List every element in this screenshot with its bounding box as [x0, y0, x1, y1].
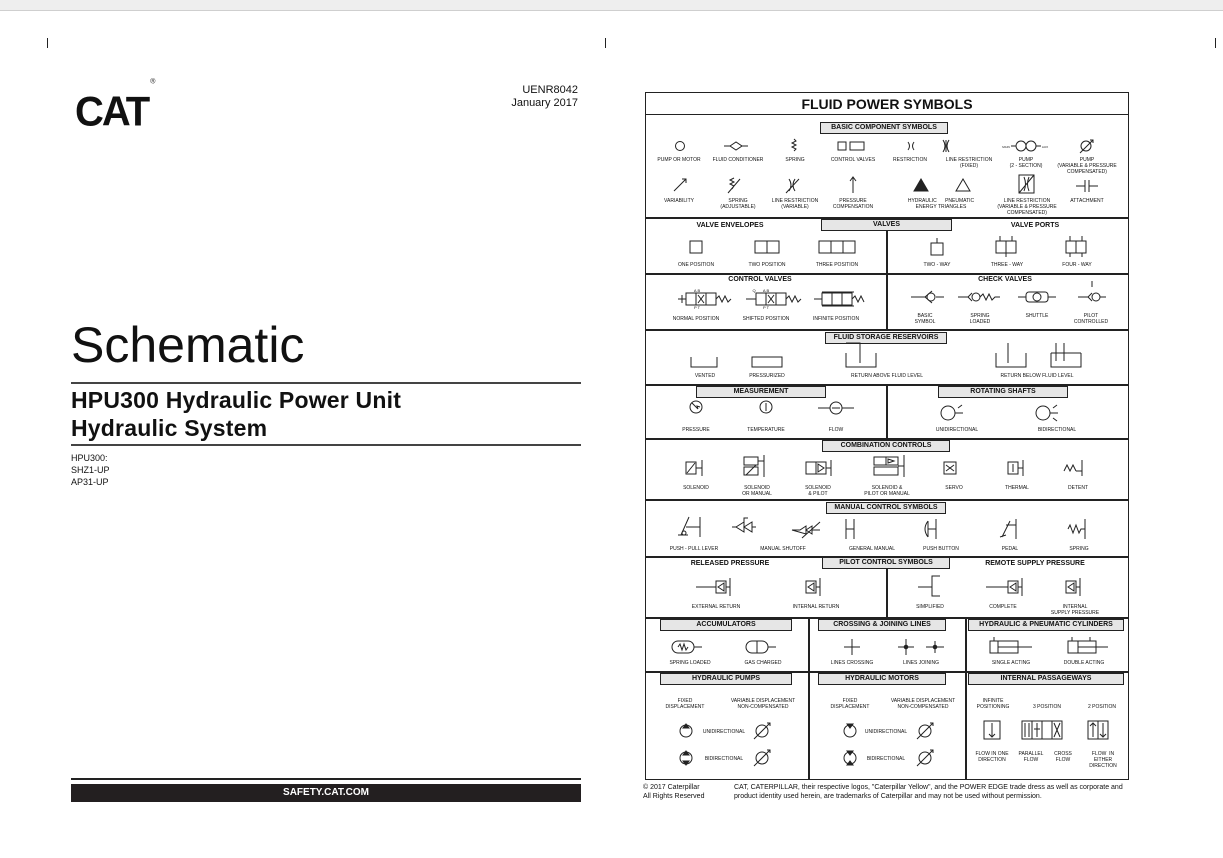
caption: RESTRICTION [893, 157, 927, 163]
pneumatic-triangle-icon [956, 179, 970, 191]
caption: SHIFTED POSITION [742, 316, 790, 322]
caption: VARIABLE DISPLACEMENT NON-COMPENSATED [730, 698, 796, 710]
caption: LINE RESTRICTION (VARIABLE & PRESSURE COMPENSATED) [997, 198, 1057, 216]
sheet-title: FLUID POWER SYMBOLS [646, 93, 1128, 115]
title-line-2: Hydraulic System [71, 415, 268, 441]
caption: LINES JOINING [902, 660, 940, 666]
caption: 3 POSITION [1032, 704, 1062, 710]
pressure-gauge-icon [690, 401, 702, 413]
cat-logo: CAT® [75, 78, 156, 136]
caption: PUSH BUTTON [923, 546, 959, 552]
caption: FLOW IN EITHER DIRECTION [1089, 751, 1117, 769]
caption: FIXED DISPLACEMENT [665, 698, 705, 710]
thermal-icon [1008, 460, 1023, 476]
caption: DETENT [1068, 485, 1088, 491]
accumulator-spring-icon [672, 641, 702, 653]
divider [71, 778, 581, 780]
restriction-icon [908, 142, 914, 150]
caption: SIMPLIFIED [916, 604, 944, 610]
pilot-simplified-icon [918, 576, 940, 596]
manual-shutoff-icon [732, 518, 756, 532]
passage-cross-icon [1052, 721, 1062, 739]
document-number: UENR8042 [522, 84, 578, 96]
solenoid-icon [686, 460, 702, 476]
line-restriction-variable-icon [786, 179, 799, 193]
caption: BIDIRECTIONAL [704, 756, 744, 762]
check-valve-basic-icon [911, 291, 944, 303]
reservoir-return-above-icon [846, 343, 876, 367]
shaft-unidirectional-icon [941, 405, 963, 420]
caption: 2 POSITION [1087, 704, 1117, 710]
caption: PUMP (VARIABLE & PRESSURE COMPENSATED) [1057, 157, 1117, 175]
caption: PUSH - PULL LEVER [669, 546, 719, 552]
caption: PEDAL [1001, 546, 1019, 552]
model-line: HPU300: [71, 453, 108, 463]
reservoir-vented-icon [691, 357, 717, 367]
header-motors: HYDRAULIC MOTORS [818, 673, 946, 685]
four-way-port-icon [1066, 241, 1076, 253]
pilot-complete-icon [986, 578, 1022, 596]
caption: INFINITE POSITIONING [976, 698, 1010, 710]
header-valves: VALVES [821, 219, 952, 231]
pump-section-label: MAIN [1002, 145, 1010, 149]
one-position-icon [690, 241, 702, 253]
caption: VENTED [694, 373, 716, 379]
check-valve-spring-icon [958, 293, 1000, 301]
header-measurement: MEASUREMENT [696, 386, 826, 398]
caption: TWO - WAY [923, 262, 951, 268]
document-info [440, 84, 578, 110]
reservoir-return-below-icon [996, 343, 1026, 367]
caption: PUMP OR MOTOR [657, 157, 701, 163]
caption: ONE POSITION [677, 262, 715, 268]
attachment-icon [1076, 180, 1098, 192]
external-return-icon [696, 578, 730, 596]
header-crossing: CROSSING & JOINING LINES [818, 619, 946, 631]
header-valve-envelopes: VALVE ENVELOPES [696, 222, 764, 229]
shaft-bidirectional-icon [1036, 405, 1058, 421]
caption: SOLENOID OR MANUAL [742, 485, 772, 497]
caption: LINES CROSSING [830, 660, 874, 666]
crop-mark [1215, 38, 1216, 48]
header-manual: MANUAL CONTROL SYMBOLS [826, 502, 946, 514]
check-valve-pilot-icon [1078, 281, 1106, 301]
caption: INFINITE POSITION [812, 316, 860, 322]
pump-motor-icon [676, 142, 685, 151]
caption: INTERNAL RETURN [792, 604, 840, 610]
header-remote: REMOTE SUPPLY PRESSURE [985, 560, 1085, 567]
caption: SOLENOID & PILOT OR MANUAL [864, 485, 910, 497]
document-date: January 2017 [511, 97, 578, 109]
model-list [71, 452, 110, 488]
caption: COMPLETE [989, 604, 1017, 610]
port-label: Q [752, 288, 756, 293]
caption: SPRING LOADED [669, 660, 711, 666]
caption: SHUTTLE [1025, 313, 1049, 319]
crop-mark [605, 38, 606, 48]
port-label: A B [762, 288, 770, 293]
caption: THREE POSITION [815, 262, 859, 268]
pump-section-label: AUX [1041, 145, 1049, 149]
header-valve-ports: VALVE PORTS [1010, 222, 1060, 229]
temperature-gauge-icon [760, 401, 772, 413]
header-basic: BASIC COMPONENT SYMBOLS [820, 122, 948, 134]
caption: UNIDIRECTIONAL [935, 427, 979, 433]
needle-valve-icon [792, 522, 820, 538]
pump-fixed-bi-icon [680, 751, 692, 765]
header-pumps: HYDRAULIC PUMPS [660, 673, 792, 685]
caption: CROSS FLOW [1054, 751, 1072, 763]
caption: PILOT CONTROLLED [1073, 313, 1109, 325]
cylinder-double-icon [1068, 637, 1108, 653]
caption: ATTACHMENT [1070, 198, 1104, 204]
caption: SOLENOID [683, 485, 709, 491]
solenoid-pilot-manual-icon [874, 455, 904, 477]
caption: BIDIRECTIONAL [866, 756, 906, 762]
port-label: P T [693, 305, 701, 310]
caption: FLOW [828, 427, 844, 433]
internal-return-icon [806, 578, 820, 596]
port-label: A B [693, 288, 701, 293]
caption: SPRING (ADJUSTABLE) [720, 198, 756, 210]
spring-adjustable-icon [728, 178, 740, 193]
caption: SPRING [1069, 546, 1089, 552]
copyright: © 2017 Caterpillar All Rights Reserved [643, 784, 705, 800]
accumulator-gas-icon [746, 641, 776, 653]
caption: THREE - WAY [990, 262, 1024, 268]
crop-mark [47, 38, 48, 48]
caption: SPRING [785, 157, 805, 163]
header-passageways: INTERNAL PASSAGEWAYS [968, 673, 1124, 685]
header-control-valves: CONTROL VALVES [728, 276, 792, 283]
viewer-toolbar [0, 0, 1223, 11]
header-check-valves: CHECK VALVES [978, 276, 1032, 283]
header-rotating: ROTATING SHAFTS [938, 386, 1068, 398]
caption: NORMAL POSITION [672, 316, 720, 322]
document-title [71, 386, 401, 442]
port-label: P T [762, 305, 770, 310]
trademark-notice: CAT, CATERPILLAR, their respective logos, "Caterpillar Yellow", and the POWER EDGE trade dress as well as corporate and product identity used herein, are trademarks of Caterpillar and may not be used without permission. [734, 784, 1123, 800]
passage-either-direction-icon [1088, 721, 1108, 739]
reservoir-pressurized-icon [752, 357, 782, 367]
general-manual-icon [846, 519, 854, 539]
three-way-port-icon [996, 241, 1006, 253]
caption: TEMPERATURE [747, 427, 785, 433]
caption: PUMP (2 - SECTION) [1009, 157, 1043, 169]
internal-supply-icon [1066, 578, 1080, 596]
pump-2section-icon [1016, 141, 1026, 151]
lines-crossing-icon [844, 639, 860, 655]
caption: MANUAL SHUTOFF [760, 546, 806, 552]
caption: BASIC SYMBOL [914, 313, 936, 325]
shuttle-valve-icon [1018, 292, 1056, 302]
caption: LINE RESTRICTION (FIXED) [945, 157, 993, 169]
header-cylinders: HYDRAULIC & PNEUMATIC CYLINDERS [968, 619, 1124, 631]
control-valve-normal-icon [678, 293, 731, 305]
safety-footer: SAFETY.CAT.COM [71, 784, 581, 802]
caption: PARALLEL FLOW [1018, 751, 1044, 763]
caption: SPRING LOADED [969, 313, 991, 325]
three-position-icon [819, 241, 831, 253]
divider [71, 444, 581, 446]
caption: PRESSURE [682, 427, 710, 433]
fluid-conditioner-icon [724, 142, 748, 150]
caption: BIDIRECTIONAL [1037, 427, 1077, 433]
passage-one-direction-icon [984, 721, 1000, 739]
caption: GENERAL MANUAL [849, 546, 895, 552]
solenoid-pilot-icon [806, 460, 831, 476]
caption: FLUID CONDITIONER [712, 157, 764, 163]
two-way-port-icon [931, 243, 943, 255]
caption: RETURN ABOVE FLUID LEVEL [851, 373, 923, 379]
caption: FIXED DISPLACEMENT [830, 698, 870, 710]
spring-icon [792, 139, 796, 151]
title-line-1: HPU300 Hydraulic Power Unit [71, 387, 402, 413]
caption: FOUR - WAY [1062, 262, 1092, 268]
divider [71, 382, 581, 384]
caption: LINE RESTRICTION (VARIABLE) [771, 198, 819, 210]
pump-var-uni-icon [754, 723, 770, 739]
caption: PRESSURIZED [749, 373, 785, 379]
pressure-compensation-icon [850, 177, 856, 193]
caption: SERVO [945, 485, 963, 491]
caption: SOLENOID & PILOT [805, 485, 831, 497]
caption: TWO POSITION [748, 262, 786, 268]
control-valve-shifted-icon [746, 293, 801, 305]
push-button-icon [925, 519, 936, 539]
detent-icon [1064, 460, 1082, 476]
caption: GAS CHARGED [744, 660, 782, 666]
push-pull-lever-icon [678, 517, 700, 537]
caption: VARIABILITY [664, 198, 694, 204]
two-position-icon [755, 241, 767, 253]
motor-fixed-uni-icon [844, 724, 856, 737]
caption: CONTROL VALVES [830, 157, 876, 163]
caption: DOUBLE ACTING [1063, 660, 1105, 666]
header-accumulators: ACCUMULATORS [660, 619, 792, 631]
caption: UNIDIRECTIONAL [864, 729, 908, 735]
control-valve-infinite-icon [814, 292, 864, 306]
caption: RETURN BELOW FLUID LEVEL [1000, 373, 1074, 379]
caption: VARIABLE DISPLACEMENT NON-COMPENSATED [890, 698, 956, 710]
caption: EXTERNAL RETURN [691, 604, 741, 610]
control-valve-icon [838, 142, 846, 150]
model-line: AP31-UP [71, 477, 109, 487]
model-line: SHZ1-UP [71, 465, 110, 475]
flow-meter-icon [818, 402, 854, 414]
solenoid-or-manual-icon [744, 455, 764, 477]
pedal-icon [1000, 519, 1016, 539]
header-reservoirs: FLUID STORAGE RESERVOIRS [825, 332, 947, 344]
caption: PRESSURE COMPENSATION [832, 198, 874, 210]
caption: SINGLE ACTING [991, 660, 1031, 666]
hydraulic-triangle-icon [914, 179, 928, 191]
document-type: Schematic [71, 317, 305, 373]
spring-control-icon [1068, 519, 1085, 539]
header-released: RELEASED PRESSURE [690, 560, 770, 567]
motor-var-bi-icon [917, 750, 933, 766]
caption: INTERNAL SUPPLY PRESSURE [1050, 604, 1100, 616]
cylinder-single-icon [990, 637, 1032, 653]
motor-fixed-bi-icon [844, 751, 856, 765]
header-pilot: PILOT CONTROL SYMBOLS [822, 557, 950, 569]
pump-fixed-uni-icon [680, 724, 692, 737]
caption: FLOW IN ONE DIRECTION [975, 751, 1009, 763]
caption: HYDRAULIC PNEUMATIC ENERGY TRIANGLES [907, 198, 975, 210]
pump-var-bi-icon [754, 750, 770, 766]
caption: UNIDIRECTIONAL [702, 729, 746, 735]
header-combination: COMBINATION CONTROLS [822, 440, 950, 452]
passage-parallel-icon [1022, 721, 1052, 739]
pump-variable-icon [1081, 141, 1091, 151]
motor-var-uni-icon [917, 723, 933, 739]
servo-icon [944, 462, 956, 474]
caption: THERMAL [1005, 485, 1029, 491]
lines-joining-icon [898, 639, 944, 655]
line-restriction-fixed-icon [943, 140, 949, 152]
variability-icon [674, 179, 686, 191]
